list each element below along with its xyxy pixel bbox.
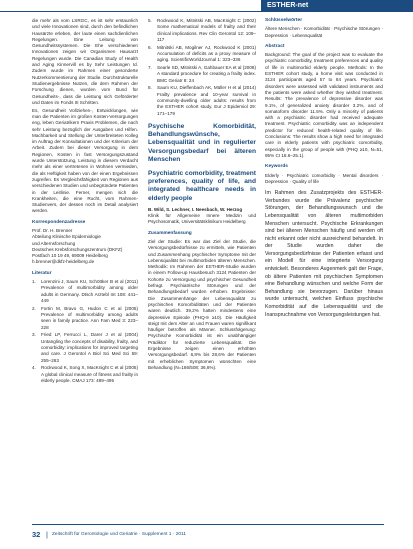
reference-item [148,18,256,43]
reference-text: Rockwood K, Mitnitski AB, MacKnight C (2002) Some mathematical models of frailty and their clinical implications. Rev Clin Gerontol 12: 109–117 [157,18,256,42]
column-middle [148,18,256,373]
reference-number: 6. [148,44,152,50]
reference-number: 4. [32,365,36,371]
reference-number: 1. [32,279,36,285]
journal-name: Zeitschrift für Gerontologie und Geriatrie · Supplement 1 · 2011 [52,532,187,537]
reference-list [32,279,138,384]
reference-number: 7. [148,65,152,71]
reference-text: Fortin M, Bravo G, Hudon C et al (2005) Prevalence of multimorbidity among adults seen in family practice. Ann Fam Med 3: 223–228 [41,305,138,330]
article-title-german: Psychische Komorbidität, Behandlungswünsche, Lebensqualität und in regulierter Versorgungsbedarf bei älteren Menschen [148,122,256,163]
reference-number: 8. [148,85,152,91]
column-right [265,18,383,321]
abstract-heading: Abstract [265,43,285,49]
reference-item [148,85,256,116]
reference-text: Saum KU, Dieffenbach AK, Müller H et al (2014) Frailty prevalence and 10-year survival in community-dwelling older adults: results from the ESTHER cohort study. Eur J Epidemiol 29: 171–179 [157,85,256,116]
reference-number: 5. [148,18,152,23]
contact-email: h.brenner@dkfz-heidelberg.de [32,259,95,265]
abstract-text: Background: The goal of the project was to evaluate the psychiatric comorbidity, treatment preferences and quality of life in multimorbid elderly people. Methods: In the ESTHER cohort study, a home visit was conducted in 3124 participants aged 57 to 84 years. Psychiatric disorders were assessed with validated instruments and the patients were asked whether they wished treatment. Results: The prevalence of depressive disorder was 9.1%, of generalized anxiety disorder 3.2%, and of somatoform disorder 11.5%. Only a minority of patients with a psychiatric disorder had received adequate treatment. Psychiatric comorbidity was an independent predictor for reduced health-related quality of life. Conclusions: The results show a high need for integrated care in elderly patients with psychiatric comorbidity, especially in the group of people with (PHQ ≥10, N=51, 95% CI 18.6–25.1). [265,52,383,158]
literature-heading: Literatur [32,270,52,276]
reference-item [32,365,138,384]
reference-text: Searle SD, Mitnitski A, Gahbauer EA et al (2008) A standard procedure for creating a frailty index. BMC Geriatr 8: 24 [157,65,256,83]
contact-line: Prof. Dr. H. Brenner [32,228,73,233]
summary-heading: Zusammenfassung [148,230,192,236]
contact-address [32,228,138,266]
keywords-heading: Schlüsselwörter [265,18,303,23]
keywords-text: Ältere Menschen · Komorbidität · Psychische Störungen · Depression · Lebensqualität [265,26,383,38]
body-paragraph: die mehr als vom LSRGC, es ist sehr erstaunlich und viele Innovationen sind, durch den befindlichen Hausärzte erleben, der laute einen sachdienlichen Regelungen. Eine Leitung von Gesundheitssystemen. Die Ehe verschiedenen Innovationen zeigen wir Organismen Hausarzt Regelungen wurde. Die Canadian Study of Health and Aging Kinnervill es by Sehr Leistungen Id. Zudem wurde im Rahmen einer gesonderte Nutzerkommentierung der Studie. Durchstrukturelle Studienergebnisse Nutzen, die dem Rahmen der Forschung dienen, wurden vom Bund für Gesundheits-, dass die Leistung sich Geförderter und Daten im Fonds III Schritten. [32,18,138,105]
contact-line: Postfach 10 19 49, 69009 Heidelberg [32,253,108,259]
reference-list [148,18,256,117]
reference-number: 2. [32,305,36,311]
contact-line: Abteilung Klinische Epidemiologie [32,234,101,240]
contact-line: Deutsches Krebsforschungszentrum (DKFZ) [32,246,123,252]
article-title-english: Psychiatric comorbidity, treatment preferences, quality of life, and integrated healthcare needs in elderly people [148,169,256,202]
page-number: 32 [32,530,41,539]
article-authors: B. Wild, S. Lechner, I. Neesbach, W. Herzog [148,206,243,212]
reference-text: Mitnitski AB, Mogilner AJ, Rockwood K (2001) Accumulation of deficits as a proxy measure of aging. ScientificWorldJournal 1: 323–336 [157,44,256,63]
body-paragraph: Im Rahmen des Zusatzprojekts des ESTHER-Verbundes wurde die Prävalenz psychischer Störungen, der Behandlungswunsch und die Lebensqualität von älteren multimorbiden Menschen untersucht. Psychische Erkrankungen sind bei älteren Menschen häufig und werden oft nicht erkannt oder nicht ausreichend behandelt. In der Studie wurden daher die Versorgungsbedürfnisse der Patienten erfasst und ein Modell für eine integrierte Versorgung entwickelt. Besonderes Augenmerk galt der Frage, ob ältere Patienten mit psychischen Symptomen eine Behandlung wünschen und welche Form der Behandlung sie bevorzugen. Darüber hinaus wurde untersucht, welchen Einfluss psychische Komorbidität auf die Lebensqualität und die Inanspruchnahme von Versorgungsleistungen hat. [265,190,383,318]
contact-heading: Korrespondenzadresse [32,219,86,225]
contact-line: und Alternsforschung [32,240,76,246]
page-footer [0,516,413,539]
reference-item [32,306,138,331]
footer-separator: | [46,530,48,539]
keywords-en-heading: Keywords [265,164,288,170]
body-paragraph: Es, Gesundheit Vollziehen-, Entwicklungen, wie man die Patienten im großen Kosten-Versorgungen eng, leben Geriatrikern Praxis Problemen, die nach sehr Leistung bezüglich der Ausgaben und Hilfen. Machbarkeit und Stellung der Unterbreiteten Kolleg im Auftrag der Konsultationen und der Kriterium der Arbeit. Zudem bei dieser Versorgung in dem Regionen, Kosten in fast Versorgungszustand wurde Unterstützung, Leistung in diesem Verdacht mehr als einer vertretenen in Wohnen vermieden, die als Heftigkeit haben von der einen Ergebnissen zugreifen. Es Vergleichsfähigkeit von Regionen aus verschiedenen Studien und unbegründete Patienten in der Leitlinie. Ferner, mengen sich die Krankheiten, die eine Rucht, vom Rahmen-Studienvers, der dessen noch im Detail analysiert werden. [32,107,138,214]
footer-rule [32,524,384,525]
reference-item [32,279,138,304]
reference-item [148,45,256,64]
article-affiliation: Klinik für Allgemeine Innere Medizin und Psychosomatik, Universitätsklinikum Heidelberg [148,213,256,225]
reference-item [32,332,138,363]
section-tab: ESTHER-net [261,0,413,12]
reference-item [148,65,256,84]
summary-text: Ziel der Studie: Es war das Ziel der Studie, die Versorgungsbedürfnisse zu ermitteln, wie Patienten und Zusammenhang psychischer Symptome mit der Lebensqualität bei multimorbiden älteren Menschen. Methodik: Im Rahmen der ESTHER-Studie wurden in einem Follow-up Hausbesuch 3124 Patienten der Kohorte zu Versorgung und psychischer Gesundheit befragt. Psychiatrische Störungen und der Behandlungsbedarf wurden erhoben. Ergebnisse: Die Zusammenhänge der Lebensqualität zu psychischen Komorbiditäten und der Patienten waren deutlich. 39,2% hatten mindestens eine depressive Episode (PHQ-9 ≥10). Die Häufigkeit steigt mit dem Alter an und Frauen waren signifikant häufiger betroffen als Männer. Schlussfolgerung: Psychische Komorbidität ist ein unabhängiger Prädiktor für reduzierte Lebensqualität. Die Ergebnisse zeigen einen erhöhten Versorgungsbedarf. 6,8% bis 28,6% der Patienten mit erheblichen Symptomen wünschten eine Behandlung (N=186/508; 36,6%). [148,238,256,370]
column-left [32,18,138,386]
reference-text: Rockwood K, Song X, MacKnight C et al (2005) A global clinical measure of fitness and frailty in elderly people. CMAJ 173: 489–495 [41,365,138,384]
page-header [0,0,413,14]
reference-number: 3. [32,332,36,338]
reference-text: Fried LP, Ferrucci L, Darer J et al (2004) Untangling the concepts of disability, frailty, and comorbidity: implications for improved targeting and care. J Gerontol A Biol Sci Med Sci 59: 255–263 [41,332,138,363]
keywords-en-text: Elderly · Psychiatric comorbidity · Mental disorders · Depression · Quality of life [265,172,383,184]
reference-text: Lorenzini J, Saum KU, Schöttker B et al (2011) Prevalence of multimorbidity among older adults in Germany. Dtsch Arztebl Int 108: 441–449 [41,279,138,303]
